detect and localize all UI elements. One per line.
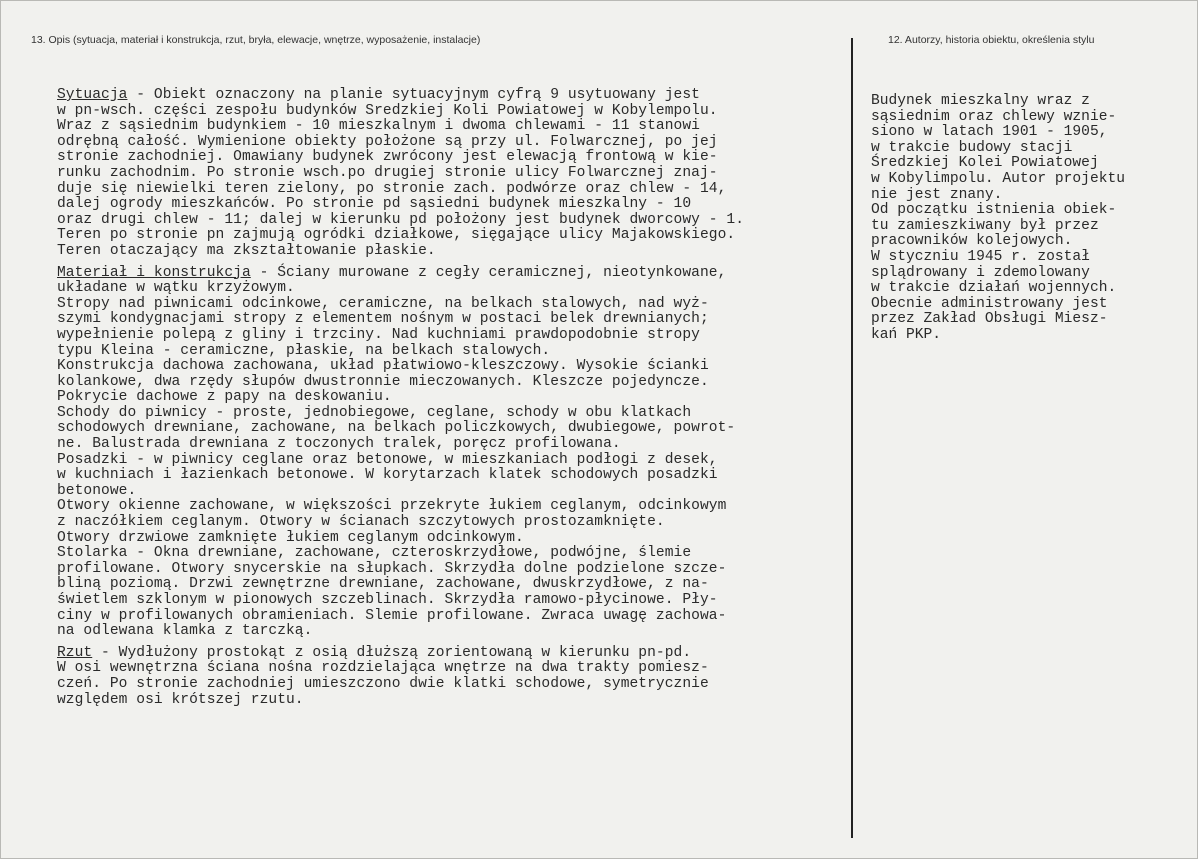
paragraph-line: tu zamieszkiwany był przez: [871, 217, 1099, 234]
header-authors-section: 12. Autorzy, historia obiektu, określenia stylu: [888, 34, 1095, 46]
section-heading: Materiał i konstrukcja: [57, 264, 251, 281]
paragraph-line: Sytuacja - Obiekt oznaczony na planie sytuacyjnym cyfrą 9 usytuowany jest: [57, 87, 700, 103]
column-divider: [851, 38, 853, 838]
paragraph-line: z naczółkiem ceglanym. Otwory w ścianach szczytowych prostozamknięte.: [57, 514, 665, 531]
paragraph-line: układane w wątku krzyżowym.: [57, 280, 295, 297]
paragraph-line: dalej ogrody mieszkańców. Po stronie pd sąsiedni budynek mieszkalny - 10: [57, 196, 692, 213]
paragraph-line: w Kobylimpolu. Autor projektu: [871, 170, 1125, 187]
paragraph-line: odrębną całość. Wymienione obiekty położone są przy ul. Folwarcznej, po jej: [57, 133, 718, 150]
paragraph-line: Teren otaczający ma zkształtowanie płaskie.: [57, 242, 436, 259]
paragraph-line: ne. Balustrada drewniana z toczonych tralek, poręcz profilowana.: [57, 436, 621, 453]
paragraph-line: na odlewana klamka z tarczką.: [57, 623, 313, 640]
paragraph-line: schodowych drewniane, zachowane, na belkach policzkowych, dwubiegowe, powrot-: [57, 420, 736, 437]
paragraph-line: Posadzki - w piwnicy ceglane oraz betonowe, w mieszkaniach podłogi z desek,: [57, 451, 718, 468]
paragraph-line: kolankowe, dwa rzędy słupów dwustronnie mieczowanych. Kleszcze pojedyncze.: [57, 373, 709, 390]
paragraph-line: w trakcie działań wojennych.: [871, 280, 1117, 297]
paragraph-line: Stropy nad piwnicami odcinkowe, ceramiczne, na belkach stalowych, nad wyż-: [57, 295, 709, 312]
paragraph-line: oraz drugi chlew - 11; dalej w kierunku pd położony jest budynek dworcowy - 1.: [57, 211, 744, 228]
paragraph-line: splądrowany i zdemolowany: [871, 264, 1090, 281]
paragraph-line: Teren po stronie pn zajmują ogródki działkowe, sięgające ulicy Majakowskiego.: [57, 227, 736, 244]
paragraph-line: stronie zachodniej. Omawiany budynek zwrócony jest elewacją frontową w kie-: [57, 149, 718, 166]
paragraph-line: Konstrukcja dachowa zachowana, układ płatwiowo-kleszczowy. Wysokie ścianki: [57, 358, 709, 375]
paragraph-line: Od początku istnienia obiek-: [871, 202, 1117, 219]
section-rzut: [57, 646, 847, 708]
paragraph-line: betonowe.: [57, 482, 137, 499]
paragraph-line: Średzkiej Kolei Powiatowej: [871, 155, 1099, 172]
paragraph-line: W styczniu 1945 r. został: [871, 248, 1090, 265]
paragraph-line: kań PKP.: [871, 326, 942, 343]
paragraph-line: bliną poziomą. Drzwi zewnętrzne drewniane, zachowane, dwuskrzydłowe, z na-: [57, 576, 709, 593]
paragraph-line: nie jest znany.: [871, 186, 1003, 203]
paragraph-line: wypełnienie polepą z gliny i trzciny. Nad kuchniami prawdopodobnie stropy: [57, 326, 700, 343]
paragraph-line: runku zachodnim. Po stronie wsch.po drugiej stronie ulicy Folwarcznej znaj-: [57, 164, 718, 181]
description-column: [57, 88, 847, 708]
paragraph-line: duje się niewielki teren zielony, po stronie zach. podwórze oraz chlew - 14,: [57, 180, 727, 197]
paragraph-line: w kuchniach i łazienkach betonowe. W korytarzach klatek schodowych posadzki: [57, 467, 718, 484]
paragraph-line: sąsiednim oraz chlewy wznie-: [871, 108, 1117, 125]
paragraph-line: Obecnie administrowany jest: [871, 295, 1108, 312]
paragraph-line: W osi wewnętrzna ściana nośna rozdzielająca wnętrze na dwa trakty pomiesz-: [57, 660, 709, 677]
paragraph-line: Budynek mieszkalny wraz z: [871, 93, 1090, 109]
paragraph-line: siono w latach 1901 - 1905,: [871, 124, 1108, 141]
paragraph-line: Stolarka - Okna drewniane, zachowane, czteroskrzydłowe, podwójne, ślemie: [57, 545, 692, 562]
paragraph-line: szymi kondygnacjami stropy z elementem nośnym w postaci belek drewnianych;: [57, 311, 709, 328]
paragraph-line: w trakcie budowy stacji: [871, 139, 1073, 156]
paragraph-line: świetlem szklonym w pionowych szczeblinach. Skrzydła ramowo-płycinowe. Pły-: [57, 592, 718, 608]
paragraph-line: typu Kleina - ceramiczne, płaskie, na belkach stalowych.: [57, 342, 551, 359]
section-sytuacja: [57, 88, 847, 260]
section-heading: Sytuacja: [57, 87, 128, 103]
paragraph-line: Otwory okienne zachowane, w większości przekryte łukiem ceglanym, odcinkowym: [57, 498, 727, 515]
paragraph-line: Schody do piwnicy - proste, jednobiegowe, ceglane, schody w obu klatkach: [57, 404, 692, 421]
paragraph-line: Pokrycie dachowe z papy na deskowaniu.: [57, 389, 392, 406]
authors-history-column: [871, 94, 1191, 344]
paragraph-line: profilowane. Otwory snycerskie na słupkach. Skrzydła dolne podzielone szcze-: [57, 560, 727, 577]
section-material: [57, 266, 847, 640]
section-heading: Rzut: [57, 644, 93, 661]
paragraph-line: Rzut - Wydłużony prostokąt z osią dłuższą zorientowaną w kierunku pn-pd.: [57, 644, 692, 661]
paragraph-line: czeń. Po stronie zachodniej umieszczono dwie klatki schodowe, symetrycznie: [57, 675, 709, 692]
paragraph-line: Otwory drzwiowe zamknięte łukiem ceglanym odcinkowym.: [57, 529, 524, 546]
paragraph-line: Wraz z sąsiednim budynkiem - 10 mieszkalnym i dwoma chlewami - 11 stanowi: [57, 118, 700, 135]
paragraph-line: Materiał i konstrukcja - Ściany murowane z cegły ceramicznej, nieotynkowane,: [57, 264, 727, 281]
paragraph-line: przez Zakład Obsługi Miesz-: [871, 311, 1108, 328]
paragraph-line: pracowników kolejowych.: [871, 233, 1073, 250]
paragraph-line: względem osi krótszej rzutu.: [57, 691, 304, 708]
paragraph-line: w pn-wsch. części zespołu budynków Sredzkiej Koli Powiatowej w Kobylempolu.: [57, 102, 718, 119]
header-description-section: 13. Opis (sytuacja, materiał i konstrukcja, rzut, bryła, elewacje, wnętrze, wyposażenie, instalacje): [31, 34, 481, 46]
paragraph-line: ciny w profilowanych obramieniach. Slemie profilowane. Zwraca uwagę zachowa-: [57, 607, 727, 624]
